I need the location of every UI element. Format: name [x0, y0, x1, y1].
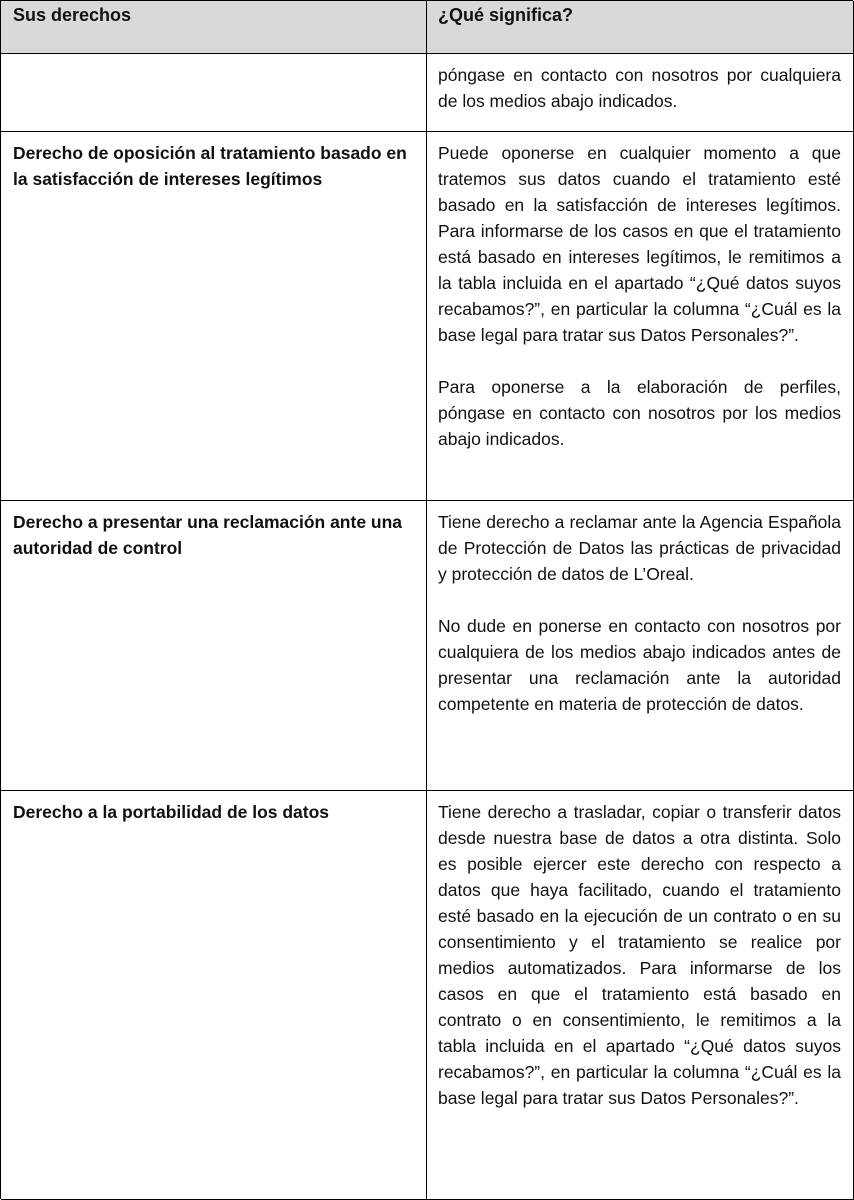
description-paragraph: Para oponerse a la elaboración de perfiles, póngase en contacto con nosotros por los medios abajo indicados.	[438, 377, 841, 449]
description-paragraph: Tiene derecho a trasladar, copiar o transferir datos desde nuestra base de datos a otra distinta. Solo es posible ejercer este derecho con respecto a datos que haya facilitado, cuando el tratamiento esté basado en la ejecución de un contrato o en su consentimiento y el tratamiento se realice por medios automatizados. Para informarse de los casos en que el tratamiento está basado en contrato o en consentimiento, le remitimos a la tabla incluida en el apartado “¿Qué datos suyos recabamos?”, en particular la columna “¿Cuál es la base legal para tratar sus Datos Personales?”.	[438, 802, 841, 1108]
right-name: Derecho a la portabilidad de los datos	[1, 791, 427, 1199]
table-header-row	[1, 1, 854, 54]
table-row	[1, 54, 854, 132]
description-paragraph: No dude en ponerse en contacto con nosotros por cualquiera de los medios abajo indicados antes de presentar una reclamación ante la autoridad competente en materia de protección de datos.	[438, 616, 841, 714]
right-description	[427, 501, 854, 790]
table-row	[1, 501, 854, 791]
right-description	[427, 132, 854, 500]
description-paragraph: Tiene derecho a reclamar ante la Agencia Española de Protección de Datos las prácticas de privacidad y protección de datos de L’Oreal.	[438, 512, 841, 584]
description-paragraph: póngase en contacto con nosotros por cualquiera de los medios abajo indicados.	[438, 65, 841, 111]
header-col-meaning: ¿Qué significa?	[427, 1, 854, 53]
right-description	[427, 54, 854, 131]
table-row	[1, 132, 854, 501]
right-name	[1, 54, 427, 131]
description-paragraph: Puede oponerse en cualquier momento a que tratemos sus datos cuando el tratamiento esté basado en la satisfacción de intereses legítimos. Para informarse de los casos en que el tratamiento está basado en intereses legítimos, le remitimos a la tabla incluida en el apartado “¿Qué datos suyos recabamos?”, en particular la columna “¿Cuál es la base legal para tratar sus Datos Personales?”.	[438, 143, 841, 345]
right-description	[427, 791, 854, 1199]
right-name: Derecho a presentar una reclamación ante una autoridad de control	[1, 501, 427, 790]
table-row	[1, 791, 854, 1200]
header-col-rights: Sus derechos	[1, 1, 427, 53]
right-name: Derecho de oposición al tratamiento basado en la satisfacción de intereses legítimos	[1, 132, 427, 500]
